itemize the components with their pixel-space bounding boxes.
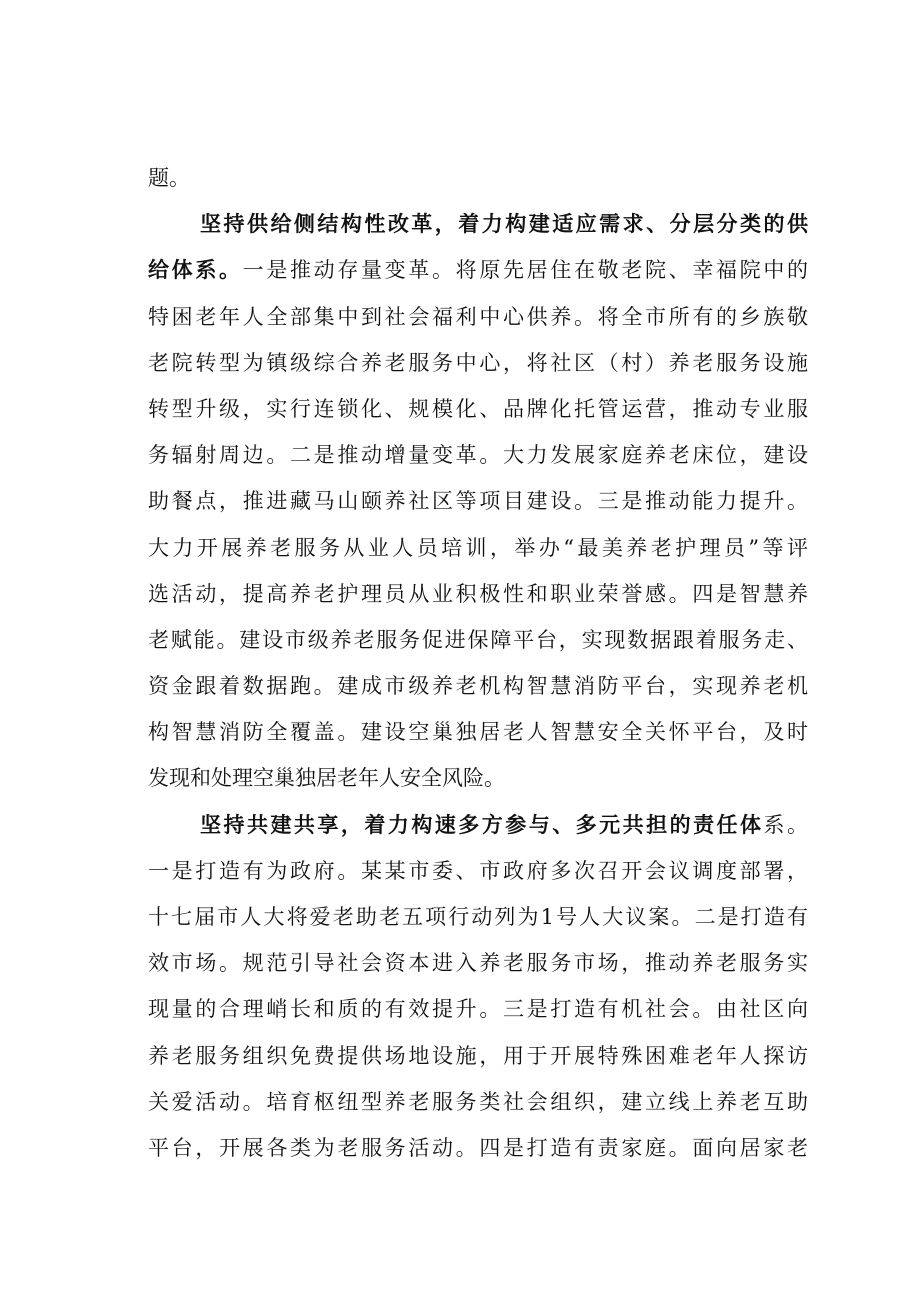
line-text: 转型升级，实行连锁化、规模化、品牌化托管运营，推动专业服: [148, 396, 808, 421]
text-line: [148, 1079, 808, 1125]
line-text: 关爱活动。培育枢纽型养老服务类社会组织，建立线上养老互助: [148, 1089, 808, 1114]
text-line: [148, 709, 808, 755]
text-line: [148, 1125, 808, 1171]
line-text: 效市场。规范引导社会资本进入养老服务市场，推动养老服务实: [148, 951, 808, 976]
section-heading-text: 坚持供给侧结构性改革，着力构建适应需求、分层分类的供: [200, 211, 808, 237]
line-text: 老赋能。建设市级养老服务促进保障平台，实现数据跟着服务走、: [148, 627, 808, 652]
text-line: [148, 1033, 808, 1079]
line-text: 务辐射周边。二是推动增量变革。大力发展家庭养老床位，建设: [148, 443, 808, 468]
line-text: 特困老年人全部集中到社会福利中心供养。将全市所有的乡族敬: [148, 304, 808, 329]
line-text: 助餐点，推进藏马山颐养社区等项目建设。三是推动能力提升。: [148, 489, 808, 514]
text-line: [148, 940, 808, 986]
line-text: 大力开展养老服务从业人员培训，举办“最美养老护理员”等评: [148, 535, 808, 560]
text-line: [148, 894, 808, 940]
line-text: 题。: [148, 166, 190, 190]
line-text: 平台，开展各类为老服务活动。四是打造有责家庭。面向居家老: [148, 1135, 808, 1160]
text-line: [148, 340, 808, 386]
text-line: [148, 525, 808, 571]
text-line: [148, 294, 808, 340]
section-heading-text: 给体系。: [148, 257, 243, 283]
line-text: 老院转型为镇级综合养老服务中心，将社区（村）养老服务设施: [148, 350, 808, 375]
line-text: 发现和处理空巢独居老年人安全风险。: [148, 766, 505, 791]
line-text: 养老服务组织免费提供场地设施，用于开展特殊困难老年人探访: [148, 1043, 808, 1068]
line-text: 选活动，提高养老护理员从业积极性和职业荣誉感。四是智慧养: [148, 581, 808, 606]
line-text: 现量的合理峭长和质的有效提升。三是打造有机社会。由社区向: [148, 997, 808, 1022]
line-text: 一是推动存量变革。将原先居住在敬老院、幸福院中的: [242, 258, 809, 283]
text-line: [148, 617, 808, 663]
text-line: [148, 155, 808, 201]
text-line: [148, 755, 808, 801]
line-text: 十七届市人大将爱老助老五项行动列为1号人大议案。二是打造有: [148, 905, 808, 929]
line-text: 系。: [763, 812, 809, 837]
text-line: [148, 478, 808, 524]
text-line: [148, 571, 808, 617]
text-line: [148, 663, 808, 709]
text-line: [148, 201, 808, 247]
text-line: [148, 986, 808, 1032]
text-line: [148, 247, 808, 293]
text-line: [148, 432, 808, 478]
text-line: [148, 802, 808, 848]
section-heading-text: 坚持共建共享，着力构速多方参与、多元共担的责任体: [200, 811, 764, 837]
line-text: 资金跟着数据跑。建成市级养老机构智慧消防平台，实现养老机: [148, 674, 808, 699]
text-line: [148, 386, 808, 432]
text-line: [148, 848, 808, 894]
line-text: 构智慧消防全覆盖。建设空巢独居老人智慧安全关怀平台，及时: [148, 720, 808, 745]
body-text: [148, 155, 808, 1171]
line-text: 一是打造有为政府。某某市委、市政府多次召开会议调度部署，: [148, 858, 808, 883]
